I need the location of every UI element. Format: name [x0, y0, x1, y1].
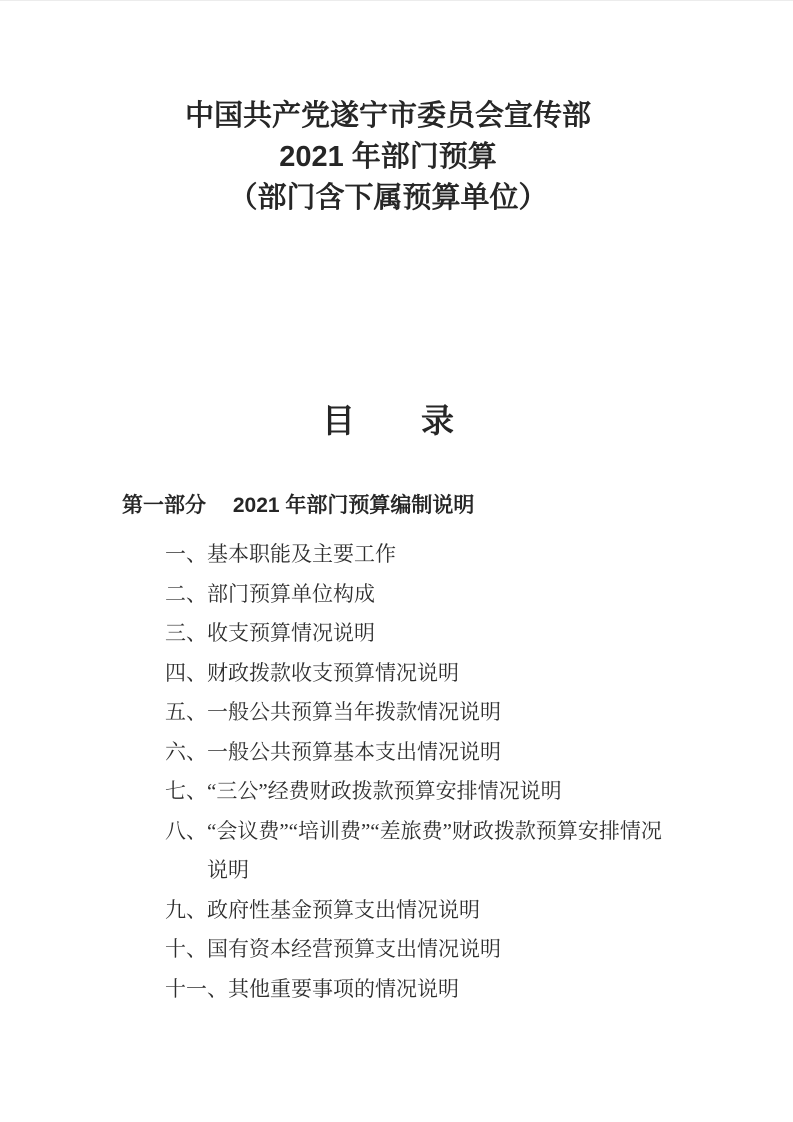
toc-item-marker: 六、 — [165, 739, 207, 764]
title-line-2: 2021 年部门预算 — [279, 141, 497, 173]
toc-item-text: 政府性基金预算支出情况说明 — [207, 897, 480, 922]
document-title — [0, 96, 776, 219]
toc-item-text: 国有资本经营预算支出情况说明 — [207, 937, 501, 961]
toc-item-marker: 四、 — [165, 660, 207, 685]
toc-item — [165, 772, 676, 812]
toc-item-marker: 三、 — [165, 621, 207, 645]
toc-item-text: 一般公共预算当年拨款情况说明 — [207, 700, 501, 724]
toc-item-text: 部门预算单位构成 — [207, 581, 375, 606]
toc-item-text: “三公”经费财政拨款预算安排情况说明 — [207, 779, 562, 803]
toc-item — [165, 614, 676, 654]
toc-item-text: “会议费”“培训费”“差旅费”财政拨款预算安排情况说明 — [207, 818, 662, 882]
toc-item-marker: 十、 — [165, 937, 207, 961]
section-heading: 第一部分 2021 年部门预算编制说明 — [122, 494, 475, 517]
toc-item-marker: 九、 — [165, 897, 207, 922]
toc-item — [165, 693, 676, 733]
toc-item-marker: 一、 — [165, 542, 207, 566]
toc-item — [165, 930, 676, 970]
toc-item-text: 收支预算情况说明 — [207, 621, 375, 645]
toc-item-marker: 八、 — [165, 818, 207, 843]
toc-item — [165, 575, 676, 615]
toc-item — [165, 733, 676, 773]
toc-item-text: 一般公共预算基本支出情况说明 — [207, 739, 501, 764]
title-line-3: （部门含下属预算单位） — [228, 182, 548, 214]
toc-item-marker: 七、 — [165, 779, 207, 803]
toc-heading: 目 录 — [322, 402, 454, 439]
toc-item — [165, 812, 676, 891]
toc-item-marker: 五、 — [165, 700, 207, 724]
toc-item — [165, 970, 676, 1010]
toc-item — [165, 535, 676, 575]
title-line-1: 中国共产党遂宁市委员会宣传部 — [184, 100, 591, 132]
toc-item — [165, 891, 676, 931]
toc-item-marker: 十一、 — [165, 976, 228, 1001]
toc-list — [165, 535, 676, 1009]
toc-item — [165, 654, 676, 694]
toc-item-text: 基本职能及主要工作 — [207, 542, 396, 566]
toc-item-text: 其他重要事项的情况说明 — [228, 976, 459, 1001]
toc-item-marker: 二、 — [165, 581, 207, 606]
toc-item-text: 财政拨款收支预算情况说明 — [207, 660, 459, 685]
